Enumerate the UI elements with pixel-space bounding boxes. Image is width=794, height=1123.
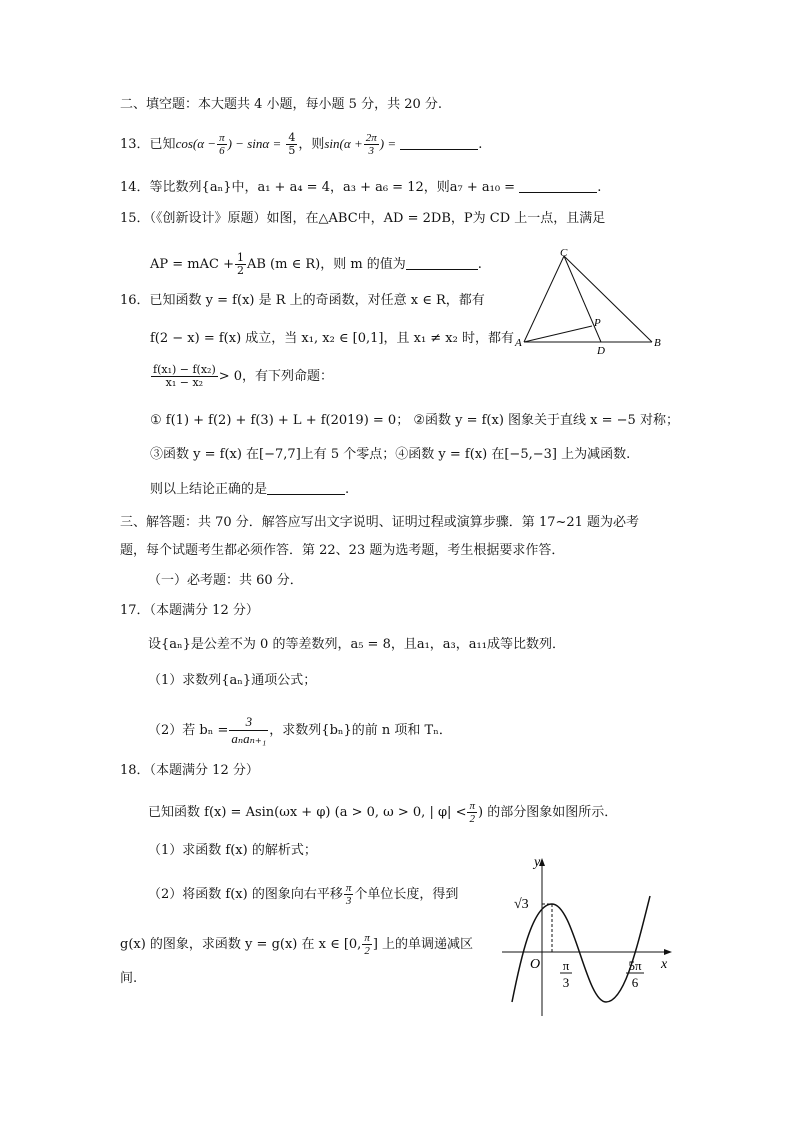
q17-title: 17．（本题满分 12 分） xyxy=(120,603,259,618)
q16-conclusion-text: 则以上结论正确的是 xyxy=(150,482,268,497)
y-label: y xyxy=(534,855,541,870)
q13-frac-2pi3: $\frac{2\pi}{3}$ xyxy=(365,132,377,157)
label-a: A xyxy=(515,337,522,349)
q17-p2-b: ，求数列{bₙ}的前 n 项和 Tₙ． xyxy=(269,723,452,738)
sine-graph xyxy=(490,852,680,1022)
sine-curve xyxy=(512,896,650,1002)
q16-frac: $\frac{\text{f(x₁) − f(x₂)}}{\text{x₁ − x₂}}$ xyxy=(153,363,216,389)
section3-heading-l2: 题，每个试题考生都必须作答．第 22、23 题为选考题，考生根据要求作答． xyxy=(120,543,565,558)
q17-p2-a: （2）若 bₙ = xyxy=(148,723,229,738)
amplitude-label: √3 xyxy=(514,897,529,912)
q18-stem-a: 已知函数 f(x) = Asin(ωx + φ) (a > 0, ω > 0, | φ| < xyxy=(148,805,467,820)
q14-text: 等比数列{aₙ}中，a₁ + a₄ = 4，a₃ + a₆ = 12，则a₇ + a₁₀ = xyxy=(149,180,516,195)
tick-pi3-num: π xyxy=(562,958,570,973)
question-16-line2: f(2 − x) = f(x) 成立，当 x₁, x₂ ∈ [0,1]，且 x₁ ≠ x₂ 时，都有 xyxy=(150,331,514,346)
triangle-figure xyxy=(508,244,668,356)
section3-sub: （一）必考题：共 60 分． xyxy=(148,573,303,588)
q18-p2-b: 个单位长度，得到 xyxy=(354,887,459,902)
q16-propositions-12: ① f(1) + f(2) + f(3) + L + f(2019) = 0； ②函数 y = f(x) 图象关于直线 x = −5 对称； xyxy=(150,413,679,428)
q18-stem-frac: $\frac{\pi}{2}$ xyxy=(469,800,475,825)
q18-title: 18．（本题满分 12 分） xyxy=(120,763,259,778)
segment-ap xyxy=(524,326,592,342)
question-15-line2 xyxy=(150,252,482,277)
q13-sin: ) − sinα = xyxy=(227,136,282,151)
q17-part1: （1）求数列{aₙ}通项公式； xyxy=(148,673,317,688)
segment-cd xyxy=(564,256,601,342)
q18-part1: （1）求函数 f(x) 的解析式； xyxy=(148,843,317,858)
question-15-line1 xyxy=(120,210,605,228)
label-c: C xyxy=(560,247,568,259)
q16-line1: 已知函数 y = f(x) 是 R 上的奇函数，对任意 x ∈ R，都有 xyxy=(149,293,485,308)
q16-propositions-34: ③函数 y = f(x) 在[−7,7]上有 5 个零点；④函数 y = f(x) 在[−5,−3] 上为减函数. xyxy=(150,447,631,462)
section2-heading: 二、填空题：本大题共 4 小题，每小题 5 分，共 20 分. xyxy=(120,97,443,112)
tick-5pi6-num: 5π xyxy=(628,958,642,973)
q15-number: 15． xyxy=(120,211,150,226)
q18-stem xyxy=(148,800,617,825)
q18-part2-l2 xyxy=(120,932,473,957)
q14-answer-blank[interactable] xyxy=(519,178,597,193)
x-label: x xyxy=(661,957,668,972)
tick-pi3-den: 3 xyxy=(562,975,570,990)
q13-end: . xyxy=(478,137,483,152)
q18-p2-l2-frac: $\frac{\pi}{2}$ xyxy=(364,932,370,957)
q18-p2-l2a: g(x) 的图象，求函数 y = g(x) 在 x ∈ [0, xyxy=(120,937,362,952)
q16-conclusion xyxy=(150,480,349,499)
q18-p2-a: （2）将函数 f(x) 的图象向右平移 xyxy=(148,887,343,902)
q13-frac-45: $\frac{4}{5}$ xyxy=(288,131,296,157)
q13-close: ) = xyxy=(379,136,397,151)
section3-heading-l1: 三、解答题：共 70 分．解答应写出文字说明、证明过程或演算步骤．第 17~21 题为必考 xyxy=(120,515,640,530)
question-16-line1 xyxy=(120,292,485,310)
q18-stem-b: ) 的部分图象如图所示． xyxy=(477,805,618,820)
x-axis-arrow-icon xyxy=(664,949,672,955)
q13-number: 13． xyxy=(120,137,150,152)
q17-part2 xyxy=(148,714,452,747)
question-16-line3 xyxy=(150,364,333,389)
q14-number: 14． xyxy=(120,180,150,195)
q15-frac-half: $\frac{1}{2}$ xyxy=(236,251,244,277)
q16-number: 16． xyxy=(120,293,150,308)
q13-pre: 已知 xyxy=(149,137,176,152)
q15-text: （《创新设计》原题）如图，在△ABC中，AD = 2DB，P为 CD 上一点，且满足 xyxy=(149,211,606,226)
question-14 xyxy=(120,178,601,197)
q18-p2-frac: $\frac{\pi}{3}$ xyxy=(345,882,352,907)
q13-cos: cos(α − xyxy=(175,136,217,151)
q16-line3-tail: > 0，有下列命题： xyxy=(218,369,334,384)
q16-end: . xyxy=(345,482,350,497)
q18-part2-l1 xyxy=(148,882,458,907)
q17-stem: 设{aₙ}是公差不为 0 的等差数列，a₅ = 8，且a₁，a₃，a₁₁成等比数列． xyxy=(148,637,565,652)
q15-eq-b: AB (m ∈ R)，则 m 的值为 xyxy=(246,257,406,272)
q14-end: . xyxy=(597,180,602,195)
q15-eq-a: AP = mAC + xyxy=(150,257,234,272)
q18-p2-l2b: ] 上的单调递减区 xyxy=(372,937,474,952)
q13-frac-pi6: $\frac{\pi}{6}$ xyxy=(219,132,225,157)
q15-end: . xyxy=(477,257,482,272)
label-d: D xyxy=(597,345,605,356)
q15-answer-blank[interactable] xyxy=(406,255,478,270)
q13-then: ，则 xyxy=(298,137,325,152)
q18-part2-l3: 间. xyxy=(120,971,138,986)
q13-answer-blank[interactable] xyxy=(400,135,478,150)
label-b: B xyxy=(654,337,661,349)
question-13 xyxy=(120,132,482,157)
q13-sin2: sin(α + xyxy=(324,136,363,151)
origin-label: O xyxy=(530,957,541,972)
q17-frac: $\frac{3}{\text{aₙaₙ₊₁}}$ xyxy=(231,714,267,746)
tick-5pi6-den: 6 xyxy=(631,975,639,990)
q16-answer-blank[interactable] xyxy=(267,480,345,495)
label-p: P xyxy=(594,317,601,329)
segment-ac xyxy=(524,256,564,342)
